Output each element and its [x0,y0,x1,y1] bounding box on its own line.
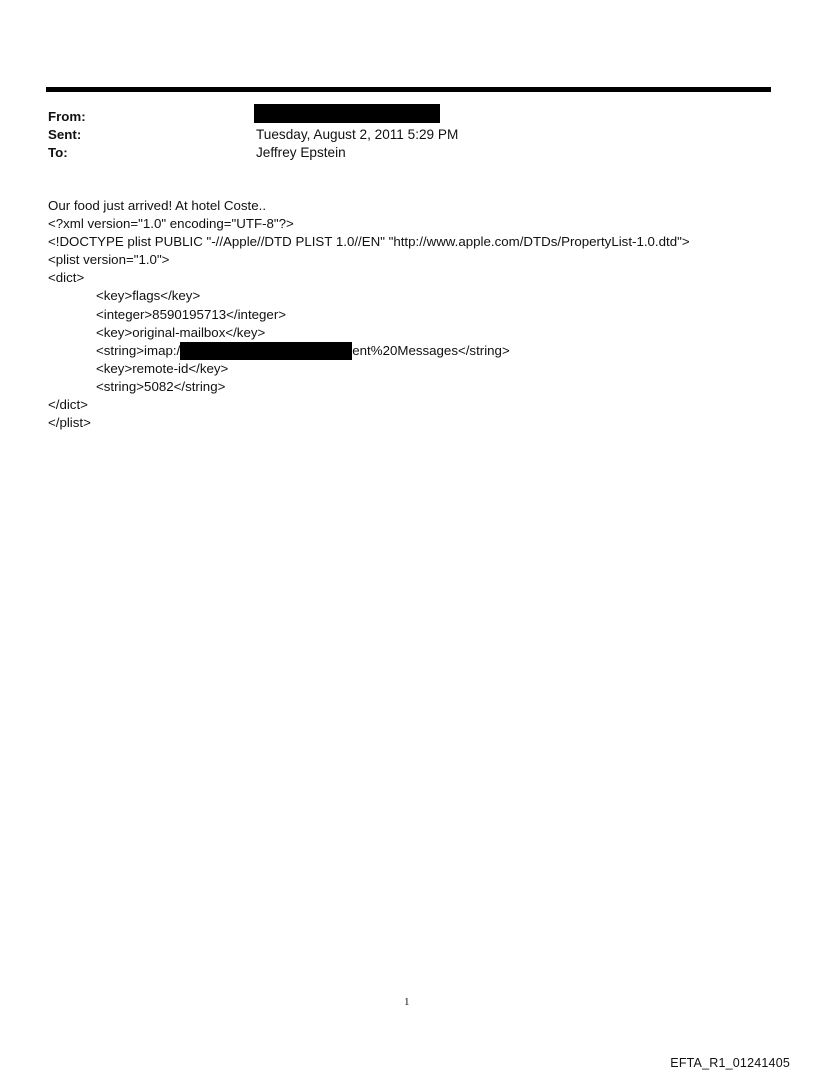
email-body [48,197,768,432]
body-line-redacted [48,342,768,360]
redaction-box-mailbox [180,342,352,360]
body-line: <key>remote-id</key> [96,360,229,376]
redaction-box-from [254,104,440,123]
body-line: <!DOCTYPE plist PUBLIC "-//Apple//DTD PLIST 1.0//EN" "http://www.apple.com/DTDs/PropertyList-1.0.dtd"> [48,234,690,250]
body-line-prefix: <string>imap:/ [96,342,181,358]
from-label: From: [48,109,86,124]
body-line-suffix: ent%20Messages</string> [352,342,510,358]
to-value: Jeffrey Epstein [256,145,346,160]
page-number: 1 [404,996,410,1008]
sent-label: Sent: [48,127,82,142]
header-rule [46,87,771,92]
body-line: <?xml version="1.0" encoding="UTF-8"?> [48,216,294,232]
body-line: <key>original-mailbox</key> [96,324,266,340]
sent-row [48,126,748,144]
body-line: <integer>8590195713</integer> [96,306,287,322]
body-line: <key>flags</key> [96,288,201,304]
body-line: </plist> [48,415,91,431]
bates-number: EFTA_R1_01241405 [670,1056,790,1070]
body-line: <string>5082</string> [96,378,226,394]
sent-value: Tuesday, August 2, 2011 5:29 PM [256,127,459,142]
body-line: <plist version="1.0"> [48,252,170,268]
body-line: </dict> [48,397,88,413]
to-row [48,144,748,162]
body-line: Our food just arrived! At hotel Coste.. [48,198,267,213]
to-label: To: [48,145,68,160]
body-line: <dict> [48,270,85,286]
